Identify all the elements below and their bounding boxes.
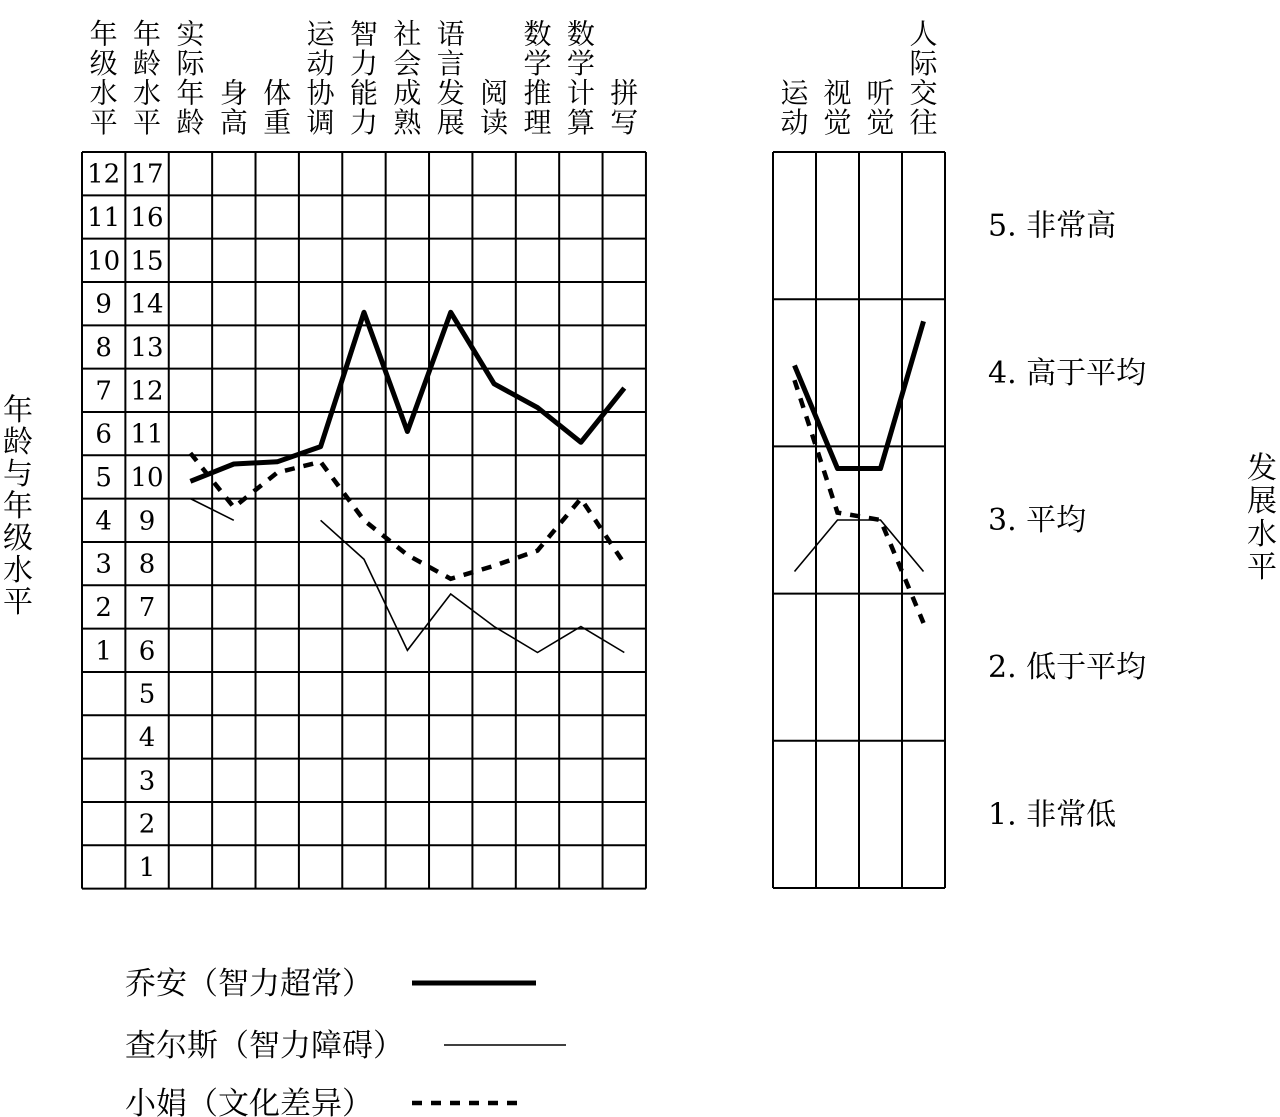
grade-level-label: 4 — [95, 506, 112, 537]
column-header: 智力能力 — [349, 17, 378, 139]
right-axis-title-text: 发展水平 — [1247, 451, 1277, 585]
age-level-label: 13 — [130, 332, 164, 363]
grade-level-label: 2 — [95, 592, 112, 623]
left-column-headers — [90, 18, 639, 140]
legend-label: 小娟（文化差异） — [125, 1086, 373, 1117]
column-header: 身高 — [219, 76, 248, 139]
development-level-label: 2. 低于平均 — [988, 650, 1147, 686]
column-header: 拼写 — [610, 76, 639, 139]
age-level-label: 9 — [138, 506, 156, 537]
column-header: 实际年龄 — [176, 17, 205, 139]
age-level-label: 3 — [138, 766, 156, 797]
column-header: 语言发展 — [436, 17, 465, 139]
grade-level-label: 9 — [95, 289, 112, 320]
age-level-label: 15 — [130, 246, 164, 277]
age-level-label: 17 — [130, 159, 164, 190]
column-header: 数学推理 — [523, 17, 552, 139]
grade-level-label: 12 — [87, 159, 121, 190]
right-axis-title — [1247, 451, 1277, 585]
grade-level-label: 10 — [87, 246, 121, 277]
right-column-headers — [780, 18, 938, 140]
grade-level-label: 7 — [95, 376, 112, 407]
development-level-label: 3. 平均 — [988, 503, 1087, 538]
age-level-label: 2 — [138, 809, 156, 840]
right-level-labels — [988, 209, 1146, 833]
age-level-label: 16 — [130, 202, 164, 233]
grade-level-label: 1 — [95, 636, 112, 667]
left-axis-title — [3, 393, 33, 620]
legend-label: 乔安（智力超常） — [125, 966, 373, 1002]
grade-level-label: 5 — [95, 462, 112, 493]
column-header: 人际交往 — [909, 17, 938, 139]
column-header: 阅读 — [480, 76, 509, 139]
column-header: 运动协调 — [306, 17, 335, 139]
column-header: 视觉 — [823, 76, 852, 139]
development-level-label: 1. 非常低 — [988, 797, 1117, 833]
age-level-label: 1 — [138, 852, 156, 883]
grade-level-label: 8 — [95, 332, 112, 363]
column-header: 数学计算 — [566, 17, 595, 139]
age-level-label: 10 — [130, 462, 164, 493]
grade-level-label: 11 — [87, 202, 121, 233]
left-axis-title-text: 年龄与年级水平 — [3, 393, 33, 620]
age-level-label: 14 — [130, 289, 164, 320]
column-header: 听觉 — [866, 76, 895, 139]
column-header: 年级水平 — [89, 17, 118, 139]
column-header: 运动 — [780, 76, 809, 139]
legend-label: 查尔斯（智力障碍） — [125, 1028, 404, 1064]
legend — [125, 966, 566, 1117]
age-level-label: 8 — [138, 549, 156, 580]
column-header: 社会成熟 — [393, 17, 422, 139]
development-level-label: 4. 高于平均 — [988, 355, 1147, 391]
age-level-label: 12 — [130, 376, 164, 407]
age-level-label: 4 — [138, 722, 156, 753]
grade-level-label: 3 — [95, 549, 112, 580]
age-level-label: 6 — [138, 636, 156, 667]
column-header: 体重 — [263, 76, 292, 139]
age-level-label: 5 — [138, 679, 156, 710]
grade-level-label: 6 — [95, 419, 112, 450]
column-header: 年龄水平 — [133, 17, 162, 139]
development-level-label: 5. 非常高 — [988, 208, 1117, 244]
age-level-label: 7 — [138, 592, 156, 623]
age-level-label: 11 — [130, 419, 164, 450]
